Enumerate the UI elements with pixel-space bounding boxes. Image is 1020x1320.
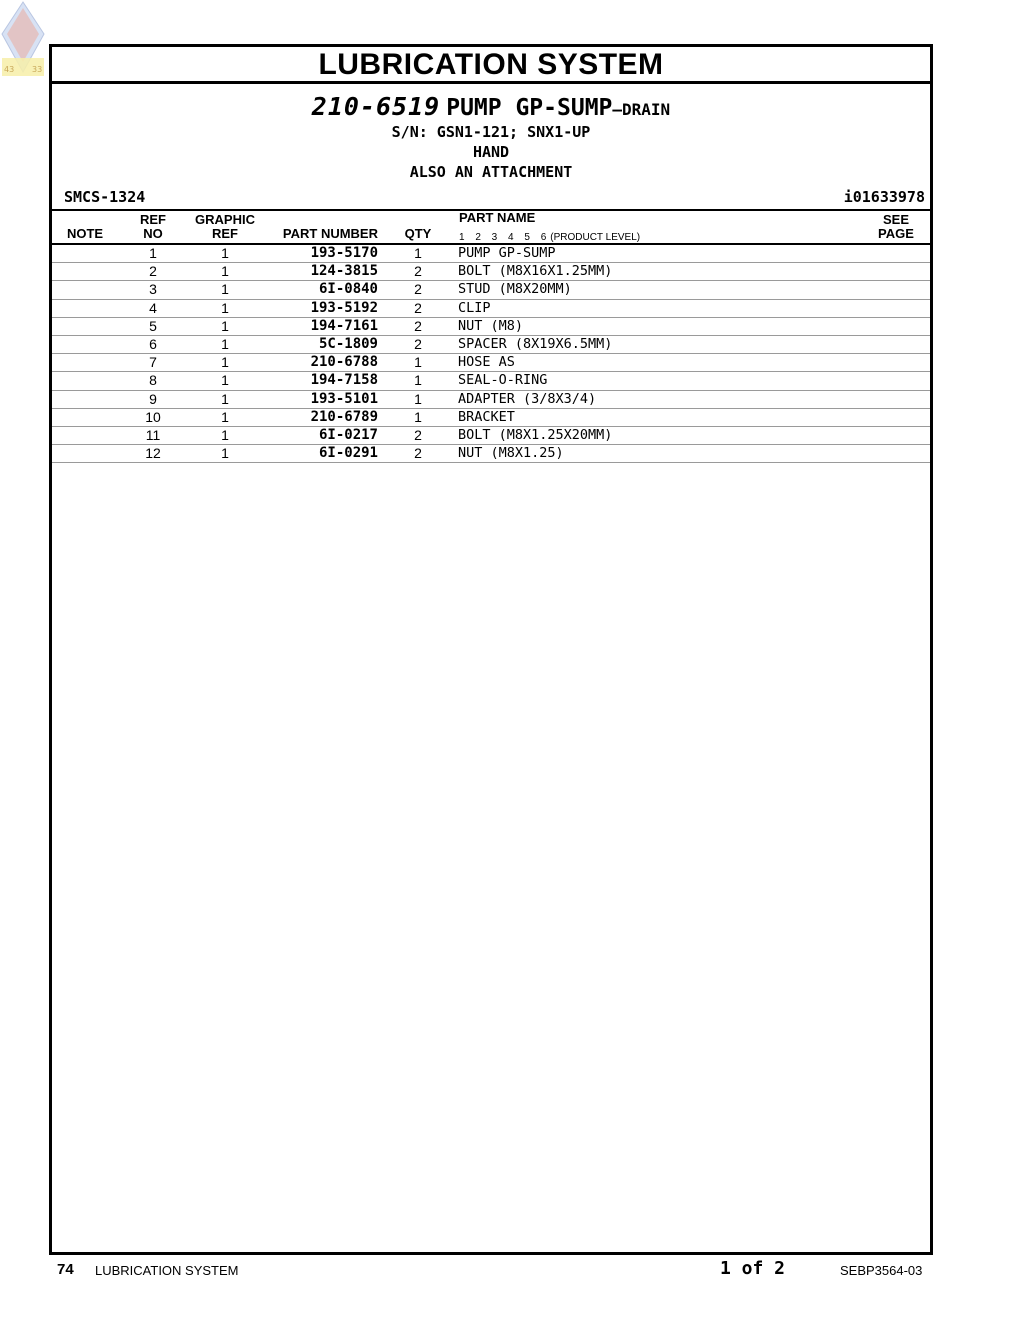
qty-cell: 1	[414, 354, 422, 371]
ref-no-cell: 5	[149, 317, 157, 334]
part-name-cell: BOLT (M8X16X1.25MM)	[458, 263, 613, 280]
part-name-cell: NUT (M8X1.25)	[458, 445, 564, 462]
part-number-cell: 124-3815	[310, 263, 378, 280]
diamond-logo-icon	[0, 0, 46, 78]
footer-section: LUBRICATION SYSTEM	[95, 1263, 239, 1278]
part-name-cell: BRACKET	[458, 408, 515, 425]
ref-no-cell: 1	[149, 245, 157, 261]
group-line-attachment: ALSO AN ATTACHMENT	[409, 163, 573, 181]
part-name-cell: NUT (M8)	[458, 317, 524, 334]
level-numbers: 1 2 3 4 5 6	[459, 232, 547, 243]
qty-cell: 1	[414, 390, 422, 407]
table-row	[52, 372, 930, 390]
table-row	[52, 445, 930, 463]
part-number-cell: 210-6789	[310, 408, 378, 425]
qty-cell: 2	[414, 281, 422, 298]
table-row	[52, 245, 930, 263]
product-levels	[459, 232, 640, 243]
part-name-cell: PUMP GP-SUMP	[458, 245, 556, 261]
group-part-number: 210-6519	[311, 92, 441, 121]
part-name-cell: CLIP	[458, 299, 491, 316]
qty-cell: 2	[414, 317, 422, 334]
graphic-ref-cell: 1	[221, 426, 229, 443]
ref-no-cell: 7	[149, 354, 157, 371]
part-name-cell: ADAPTER (3/8X3/4)	[458, 390, 597, 407]
ref-no-cell: 3	[149, 281, 157, 298]
qty-cell: 2	[414, 299, 422, 316]
part-name-cell: HOSE AS	[458, 354, 515, 371]
table-row	[52, 336, 930, 354]
table-row	[52, 300, 930, 318]
column-header	[52, 211, 930, 245]
col-qty: QTY	[404, 226, 432, 241]
product-level-label: (PRODUCT LEVEL)	[550, 232, 641, 243]
table-row	[52, 427, 930, 445]
logo-right-number: 33	[32, 65, 43, 74]
logo-left-number: 43	[4, 65, 15, 74]
part-number-cell: 194-7158	[310, 372, 378, 389]
graphic-ref-cell: 1	[221, 445, 229, 462]
table-row	[52, 318, 930, 336]
graphic-ref-cell: 1	[221, 263, 229, 280]
part-name-cell: BOLT (M8X1.25X20MM)	[458, 426, 613, 443]
graphic-ref-cell: 1	[221, 299, 229, 316]
col-part-name: PART NAME	[459, 210, 536, 225]
col-see-top: SEE	[882, 212, 910, 227]
part-number-cell: 193-5192	[310, 299, 378, 316]
section-title-bar	[52, 47, 930, 84]
qty-cell: 1	[414, 408, 422, 425]
table-row	[52, 263, 930, 281]
parts-list-frame	[49, 44, 933, 1255]
group-title	[52, 92, 930, 121]
group-line-hand: HAND	[472, 143, 510, 161]
col-part-number: PART NUMBER	[282, 226, 378, 241]
footer-page-number: 74	[57, 1261, 74, 1278]
graphic-ref-cell: 1	[221, 245, 229, 261]
ref-no-cell: 9	[149, 390, 157, 407]
qty-cell: 2	[414, 445, 422, 462]
part-number-cell: 193-5170	[310, 245, 378, 261]
serial-line: S/N: GSN1-121; SNX1-UP	[391, 123, 591, 141]
parts-table-body	[52, 245, 930, 463]
part-number-cell: 5C-1809	[318, 335, 378, 352]
qty-cell: 1	[414, 372, 422, 389]
ref-no-cell: 10	[145, 408, 161, 425]
graphic-ref-cell: 1	[221, 390, 229, 407]
col-ref-top: REF	[140, 212, 166, 227]
graphic-ref-cell: 1	[221, 354, 229, 371]
graphic-ref-cell: 1	[221, 281, 229, 298]
qty-cell: 2	[414, 426, 422, 443]
graphic-ref-cell: 1	[221, 408, 229, 425]
ref-no-cell: 4	[149, 299, 157, 316]
group-part-name: PUMP GP-SUMP	[446, 95, 613, 121]
table-row	[52, 409, 930, 427]
qty-cell: 2	[414, 263, 422, 280]
footer-doc-number: SEBP3564-03	[840, 1263, 923, 1278]
part-number-cell: 194-7161	[310, 317, 378, 334]
group-suffix: —DRAIN	[612, 100, 671, 119]
part-name-cell: SPACER (8X19X6.5MM)	[458, 335, 613, 352]
col-see-bottom: PAGE	[878, 226, 914, 241]
graphic-ref-cell: 1	[221, 372, 229, 389]
qty-cell: 2	[414, 335, 422, 352]
qty-cell: 1	[414, 245, 422, 261]
col-note: NOTE	[66, 226, 104, 241]
part-name-cell: SEAL-O-RING	[458, 372, 548, 389]
page-footer	[0, 1256, 1020, 1286]
ref-no-cell: 8	[149, 372, 157, 389]
ref-no-cell: 2	[149, 263, 157, 280]
illustration-id: i01633978	[843, 188, 925, 206]
part-number-cell: 193-5101	[310, 390, 378, 407]
ref-no-cell: 6	[149, 335, 157, 352]
part-name-cell: STUD (M8X20MM)	[458, 281, 572, 298]
table-row	[52, 391, 930, 409]
ref-no-cell: 12	[145, 445, 161, 462]
col-ref-bottom: NO	[143, 226, 163, 241]
part-number-cell: 6I-0291	[318, 445, 378, 462]
footer-page-of: 1 of 2	[720, 1258, 786, 1279]
col-graphic-bottom: REF	[212, 226, 238, 241]
part-number-cell: 6I-0217	[318, 426, 378, 443]
graphic-ref-cell: 1	[221, 317, 229, 334]
graphic-ref-cell: 1	[221, 335, 229, 352]
group-header	[52, 84, 930, 211]
table-row	[52, 354, 930, 372]
section-title: LUBRICATION SYSTEM	[318, 48, 664, 81]
table-row	[52, 281, 930, 299]
part-number-cell: 210-6788	[310, 354, 378, 371]
col-graphic-top: GRAPHIC	[195, 212, 255, 227]
smcs-code: SMCS-1324	[64, 188, 146, 206]
part-number-cell: 6I-0840	[318, 281, 378, 298]
ref-no-cell: 11	[145, 426, 161, 443]
